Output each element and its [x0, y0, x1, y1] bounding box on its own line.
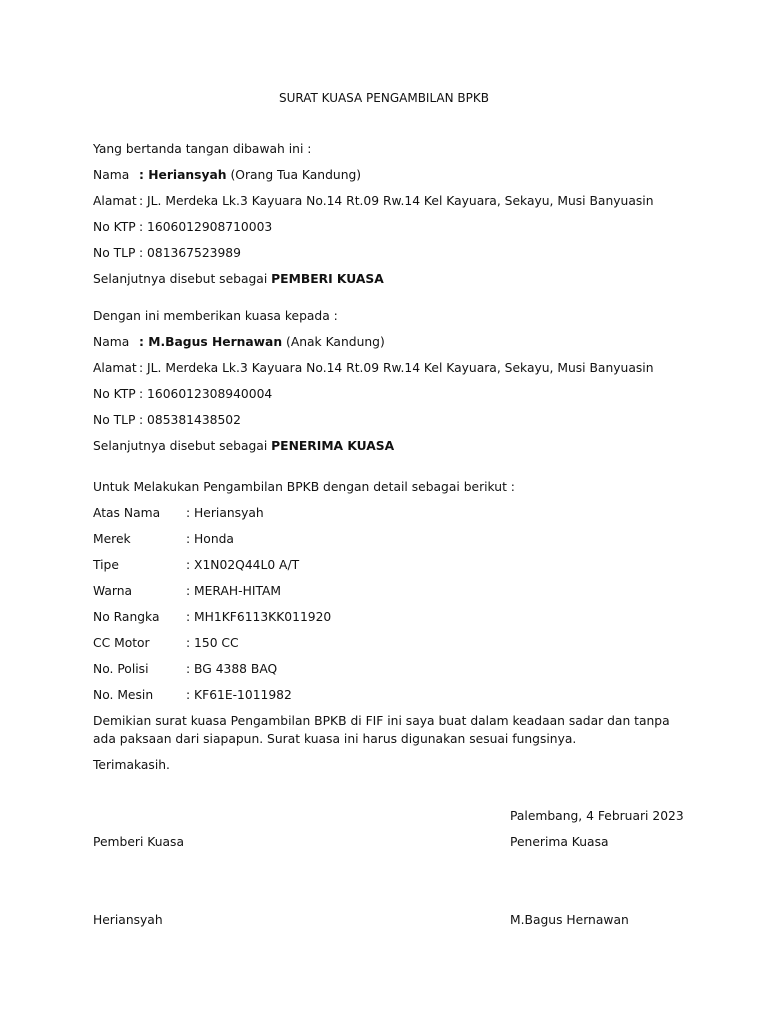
sign-right-name: M.Bagus Hernawan [510, 913, 629, 927]
vehicle-value: : BG 4388 BAQ [186, 662, 278, 676]
vehicle-label: Warna [93, 584, 133, 598]
penerima-disebut-role: PENERIMA KUASA [271, 439, 395, 453]
vehicle-label: No. Polisi [93, 662, 149, 676]
vehicle-row [93, 661, 277, 677]
vehicle-row [93, 635, 239, 651]
penerima-tlp-value: : 085381438502 [139, 413, 241, 427]
pemberi-tlp-row [93, 245, 241, 261]
pemberi-alamat-row [93, 193, 654, 209]
intro-line: Yang bertanda tangan dibawah ini : [93, 142, 312, 156]
sign-left-name: Heriansyah [93, 913, 163, 927]
pemberi-nama-value: Heriansyah [148, 168, 227, 182]
pemberi-nama-row [93, 167, 361, 183]
pemberi-tlp-label: No TLP [93, 246, 136, 260]
thanks-line: Terimakasih. [93, 758, 170, 772]
penerima-alamat-label: Alamat [93, 361, 137, 375]
penerima-nama-colon: : [139, 335, 149, 349]
place-date: Palembang, 4 Februari 2023 [510, 809, 684, 823]
vehicle-label: No. Mesin [93, 688, 154, 702]
penerima-ktp-row [93, 386, 272, 402]
vehicle-row [93, 583, 281, 599]
vehicle-label: Merek [93, 532, 131, 546]
penerima-nama-label: Nama [93, 335, 130, 349]
pemberi-nama-label: Nama [93, 168, 130, 182]
vehicle-value: : 150 CC [186, 636, 239, 650]
vehicle-value: : KF61E-1011982 [186, 688, 292, 702]
penerima-nama-note: (Anak Kandung) [282, 335, 385, 349]
detail-intro-line: Untuk Melakukan Pengambilan BPKB dengan detail sebagai berikut : [93, 480, 515, 494]
vehicle-value: : Heriansyah [186, 506, 264, 520]
pemberi-tlp-value: : 081367523989 [139, 246, 241, 260]
vehicle-row [93, 505, 264, 521]
penerima-alamat-row [93, 360, 654, 376]
penerima-alamat-value: : JL. Merdeka Lk.3 Kayuara No.14 Rt.09 Rw.14 Kel Kayuara, Sekayu, Musi Banyuasin [139, 361, 654, 375]
closing-paragraph: Demikian surat kuasa Pengambilan BPKB di FIF ini saya buat dalam keadaan sadar dan tanpa ada paksaan dari siapapun. Surat kuasa ini harus digunakan sesuai fungsinya. [93, 714, 670, 746]
vehicle-value: : MERAH-HITAM [186, 584, 282, 598]
pemberi-nama-note: (Orang Tua Kandung) [226, 168, 362, 182]
pemberi-disebut-role: PEMBERI KUASA [271, 272, 384, 286]
pemberi-ktp-value: : 1606012908710003 [139, 220, 273, 234]
document-title: SURAT KUASA PENGAMBILAN BPKB [278, 91, 490, 105]
pemberi-ktp-row [93, 219, 272, 235]
vehicle-row [93, 557, 299, 573]
sign-left-role: Pemberi Kuasa [93, 835, 184, 849]
pemberi-disebut-line [93, 271, 384, 287]
memberikan-line: Dengan ini memberikan kuasa kepada : [93, 309, 338, 323]
vehicle-value: : Honda [186, 532, 234, 546]
penerima-ktp-value: : 1606012308940004 [139, 387, 273, 401]
penerima-nama-value: M.Bagus Hernawan [148, 335, 283, 349]
vehicle-label: Tipe [93, 558, 119, 572]
pemberi-disebut-prefix: Selanjutnya disebut sebagai [93, 272, 272, 286]
pemberi-ktp-label: No KTP [93, 220, 136, 234]
pemberi-alamat-value: : JL. Merdeka Lk.3 Kayuara No.14 Rt.09 Rw.14 Kel Kayuara, Sekayu, Musi Banyuasin [139, 194, 654, 208]
penerima-disebut-prefix: Selanjutnya disebut sebagai [93, 439, 272, 453]
penerima-ktp-label: No KTP [93, 387, 136, 401]
vehicle-label: Atas Nama [93, 506, 161, 520]
vehicle-row [93, 609, 331, 625]
vehicle-label: CC Motor [93, 636, 150, 650]
penerima-disebut-line [93, 438, 394, 454]
sign-right-role: Penerima Kuasa [510, 835, 609, 849]
penerima-tlp-label: No TLP [93, 413, 136, 427]
vehicle-value: : MH1KF6113KK011920 [186, 610, 332, 624]
pemberi-alamat-label: Alamat [93, 194, 137, 208]
penerima-nama-row [93, 334, 385, 350]
vehicle-value: : X1N02Q44L0 A/T [186, 558, 300, 572]
penerima-tlp-row [93, 412, 241, 428]
vehicle-row [93, 687, 292, 703]
vehicle-row [93, 531, 234, 547]
pemberi-nama-colon: : [139, 168, 149, 182]
vehicle-label: No Rangka [93, 610, 160, 624]
